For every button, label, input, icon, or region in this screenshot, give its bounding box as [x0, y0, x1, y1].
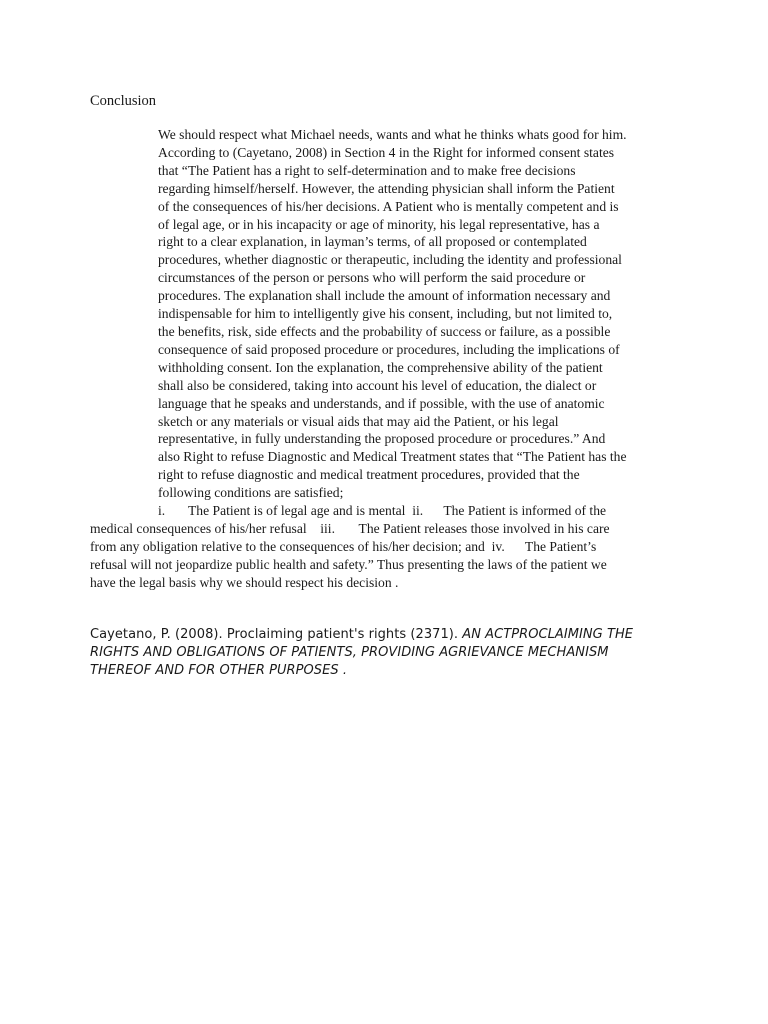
paragraph-line: the benefits, risk, side effects and the probability of success or failure, as a possible	[158, 323, 611, 339]
conclusion-body	[90, 126, 690, 592]
continuation-line: medical consequences of his/her refusal iii. The Patient releases those involved in his care	[90, 520, 610, 536]
paragraph-line: indispensable for him to intelligently give his consent, including, but not limited to,	[158, 306, 613, 322]
paragraph-line: representative, in fully understanding the proposed procedure or procedures.” And	[158, 431, 606, 447]
reference-citation	[90, 626, 690, 680]
paragraph-line: According to (Cayetano, 2008) in Section 4 in the Right for informed consent states	[158, 144, 615, 160]
paragraph-line: that “The Patient has a right to self-determination and to make free decisions	[158, 162, 576, 178]
paragraph-line: procedures. The explanation shall include the amount of information necessary and	[158, 288, 611, 304]
paragraph-line: of legal age, or in his incapacity or age of minority, his legal representative, has a	[158, 216, 600, 232]
paragraph-line: consequence of said proposed procedure or procedures, including the implications of	[158, 341, 620, 357]
continuation-line: refusal will not jeopardize public health and safety.” Thus presenting the laws of the patient we	[90, 556, 607, 572]
paragraph-line: circumstances of the person or persons who will perform the said procedure or	[158, 270, 586, 286]
paragraph-line: of the consequences of his/her decisions. A Patient who is mentally competent and is	[158, 198, 619, 214]
continuation-line: have the legal basis why we should respect his decision .	[90, 574, 399, 590]
citation-title: RIGHTS AND OBLIGATIONS OF PATIENTS, PROVIDING AGRIEVANCE MECHANISM	[90, 645, 609, 660]
paragraph-line: procedures, whether diagnostic or therapeutic, including the identity and professional	[158, 252, 622, 268]
paragraph-line: right to refuse diagnostic and medical treatment procedures, provided that the	[158, 467, 580, 483]
paragraph-line: sketch or any materials or visual aids that may aid the Patient, or his legal	[158, 413, 559, 429]
paragraph-line: withholding consent. Ion the explanation, the comprehensive ability of the patient	[158, 359, 603, 375]
citation-title: AN ACTPROCLAIMING THE	[462, 627, 634, 642]
paragraph-line: following conditions are satisfied;	[158, 485, 344, 501]
list-item-text: The Patient is of legal age and is mental ii. The Patient is informed of the	[188, 503, 607, 519]
paragraph-line: regarding himself/herself. However, the attending physician shall inform the Patient	[158, 180, 615, 196]
paragraph-line: language that he speaks and understands, and if possible, with the use of anatomic	[158, 395, 605, 411]
list-line	[90, 502, 690, 520]
paragraph-line: also Right to refuse Diagnostic and Medical Treatment states that “The Patient has the	[158, 449, 627, 465]
paragraph-line: shall also be considered, taking into account his level of education, the dialect or	[158, 377, 597, 393]
citation-title: THEREOF AND FOR OTHER PURPOSES .	[90, 663, 348, 678]
citation-plain: Cayetano, P. (2008). Proclaiming patient's rights (2371).	[90, 627, 463, 642]
list-marker: i.	[158, 503, 166, 519]
paragraph-line: right to a clear explanation, in layman’s terms, of all proposed or contemplated	[158, 234, 587, 250]
continuation-line: from any obligation relative to the consequences of his/her decision; and iv. The Patient’s	[90, 538, 597, 554]
section-heading: Conclusion	[90, 93, 157, 109]
paragraph-line: We should respect what Michael needs, wants and what he thinks whats good for him.	[158, 127, 627, 142]
